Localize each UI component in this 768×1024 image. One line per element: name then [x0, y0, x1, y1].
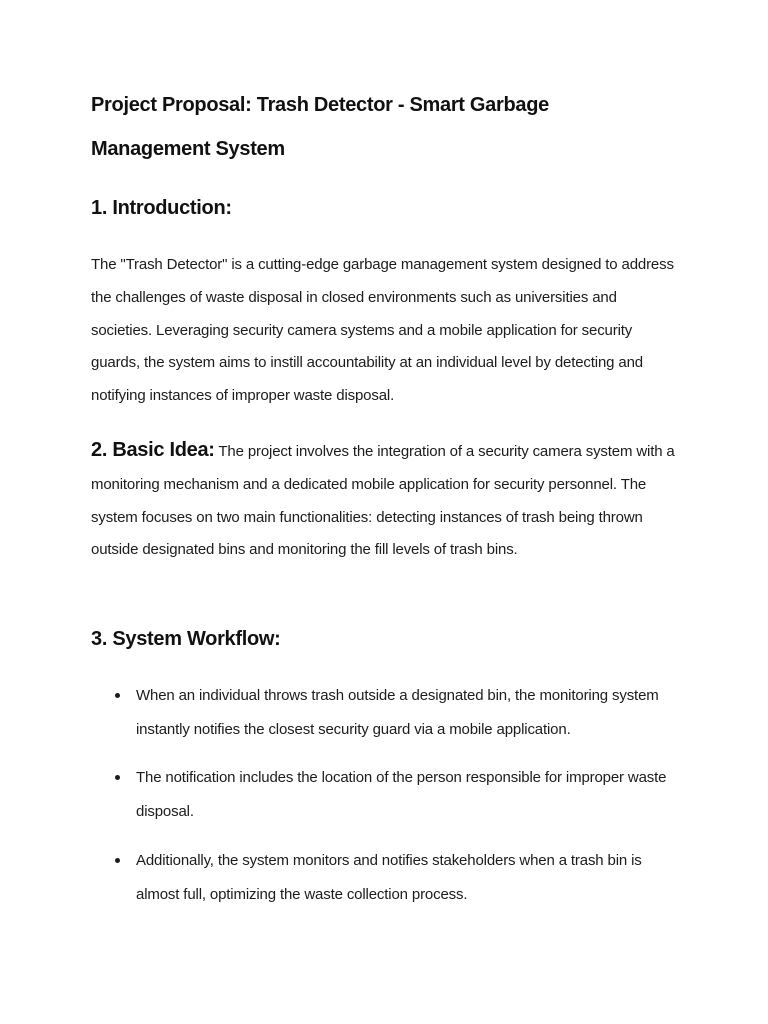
- workflow-bullet-1: [91, 679, 691, 746]
- workflow-bullet-2: [91, 761, 691, 828]
- introduction-heading: 1. Introduction:: [91, 197, 232, 219]
- workflow-bullet-text: The notification includes the location of the person responsible for improper waste disposal.: [136, 769, 667, 820]
- system-workflow-heading: 3. System Workflow:: [91, 628, 281, 650]
- workflow-bullet-text: Additionally, the system monitors and notifies stakeholders when a trash bin is almost full, optimizing the waste collection process.: [136, 852, 642, 903]
- basic-idea-heading: 2. Basic Idea:: [91, 439, 215, 461]
- document-title-line-2: Management System: [91, 138, 285, 160]
- workflow-bullet-text: When an individual throws trash outside a designated bin, the monitoring system instantly notifies the closest security guard via a mobile application.: [136, 687, 659, 738]
- bullet-dot-icon: [115, 858, 120, 863]
- basic-idea-paragraph: [91, 434, 681, 567]
- bullet-dot-icon: [115, 693, 120, 698]
- bullet-dot-icon: [115, 775, 120, 780]
- document-title-line-1: Project Proposal: Trash Detector - Smart Garbage: [91, 94, 549, 116]
- introduction-paragraph: The "Trash Detector" is a cutting-edge garbage management system designed to address the challenges of waste disposal in closed environments such as universities and societies. Leveraging security camera systems and a mobile application for security guards, the system aims to instill accountability at an individual level by detecting and notifying instances of improper waste disposal.: [91, 256, 674, 405]
- workflow-bullet-3: [91, 844, 691, 911]
- basic-idea-body: The project involves the integration of a security camera system with a monitoring mechanism and a dedicated mobile application for security personnel. The system focuses on two main functionalities: detecting instances of trash being thrown outside designated bins and monitoring the fill levels of trash bins.: [91, 443, 675, 559]
